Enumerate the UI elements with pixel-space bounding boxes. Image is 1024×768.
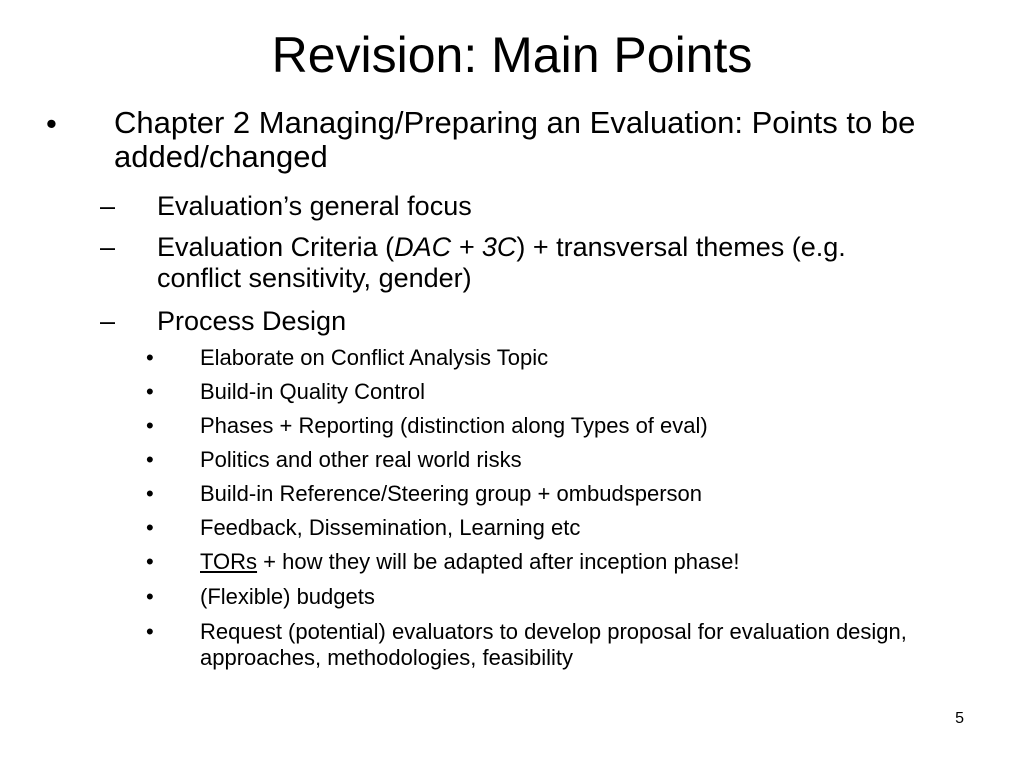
bullet-marker: • [146,584,154,609]
process-item-text: (Flexible) budgets [200,584,375,609]
main-bullet-text: Chapter 2 Managing/Preparing an Evaluation: Points to be added/changed [114,105,916,174]
bullet-marker: • [146,447,154,472]
bullet-marker: • [146,515,154,540]
process-item-text: Phases + Reporting (distinction along Types of eval) [200,413,708,438]
dash-marker: – [100,232,116,262]
criteria-italic-text: DAC + 3C [394,232,517,262]
process-item-text: Build-in Reference/Steering group + ombudsperson [200,481,703,506]
tors-rest-text: + how they will be adapted after inception phase! [257,549,740,574]
process-item-text: Elaborate on Conflict Analysis Topic [200,345,549,370]
page-number: 5 [955,710,964,727]
bullet-marker: • [146,549,154,574]
process-item-text: Politics and other real world risks [200,447,522,472]
process-item-text [200,549,960,575]
criteria-text-start: Evaluation Criteria ( [157,232,395,262]
bullet-marker: • [146,619,154,644]
dash-marker: – [100,306,116,336]
tors-underlined-text: TORs [200,549,258,574]
slide-title: Revision: Main Points [271,27,753,83]
bullet-marker: • [146,413,154,438]
bullet-marker: • [146,345,154,370]
process-item-text: Feedback, Dissemination, Learning etc [200,515,581,540]
bullet-marker: • [146,481,154,506]
dash-marker: – [100,191,116,221]
bullet-marker: • [46,106,57,141]
sub-bullet-text: Evaluation’s general focus [157,191,472,221]
sub-bullet-text: Process Design [157,306,347,336]
sub-bullet-text [157,232,917,294]
process-item-text: Request (potential) evaluators to develop proposal for evaluation design, approaches, methodologies, feasibility [200,619,907,670]
bullet-marker: • [146,379,154,404]
process-item-text: Build-in Quality Control [200,379,425,404]
criteria-text-end: ) + transversal themes (e.g. conflict sensitivity, gender) [157,232,846,293]
